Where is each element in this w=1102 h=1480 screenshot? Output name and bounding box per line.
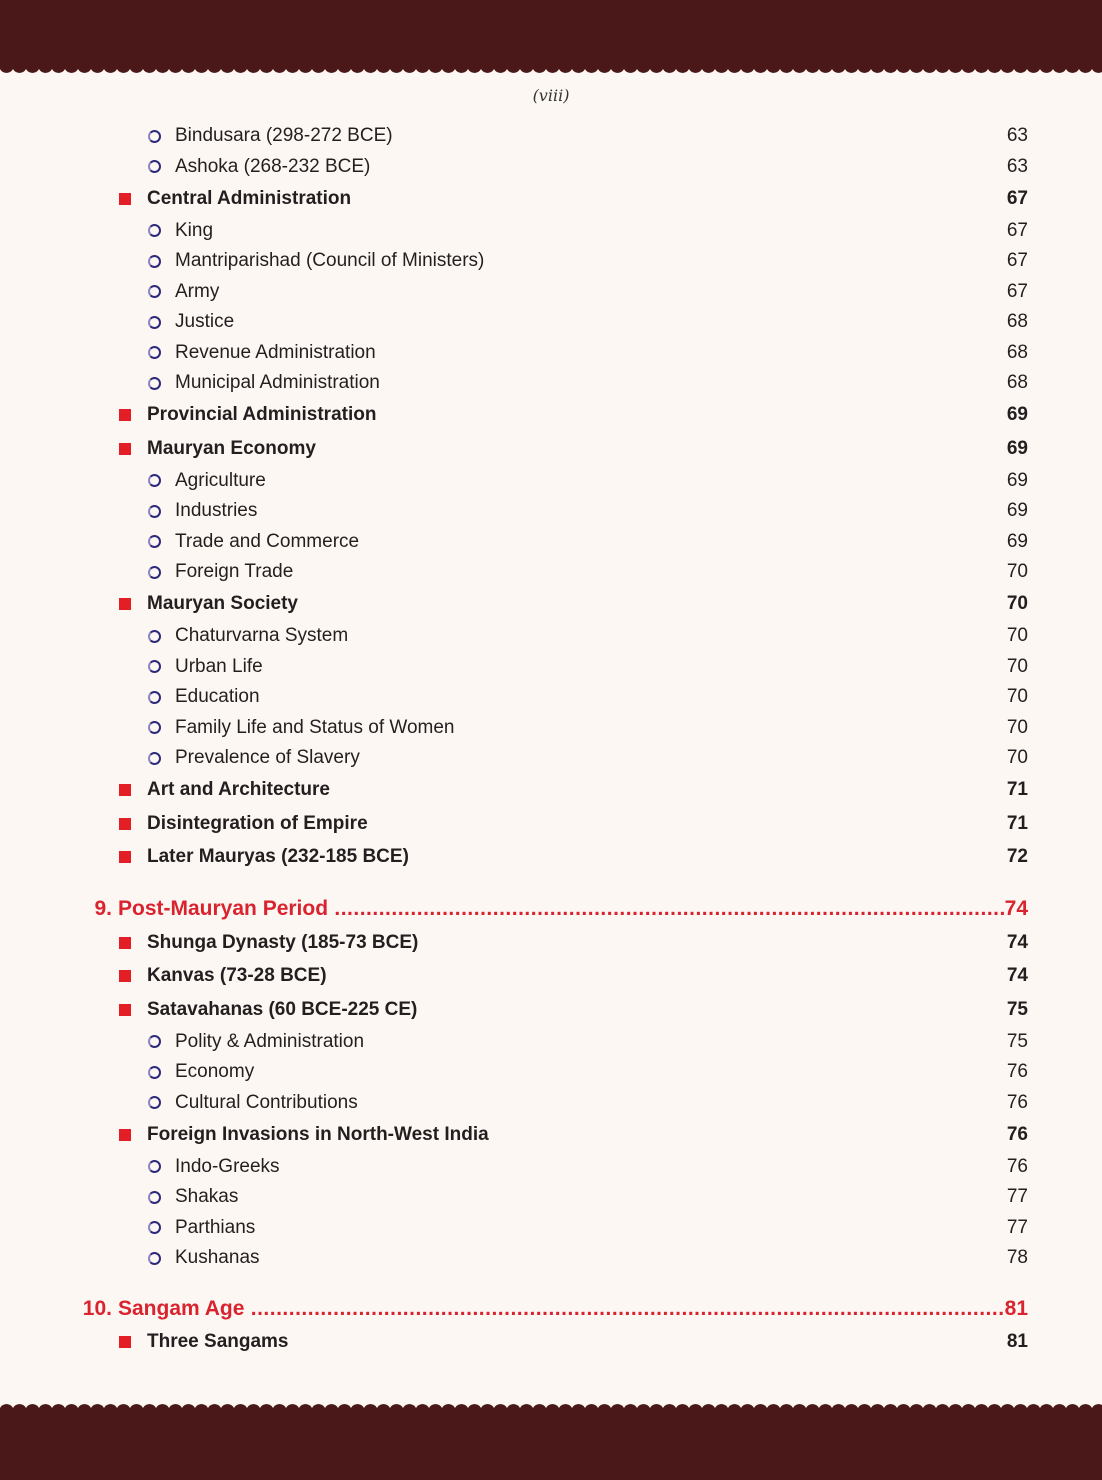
chapter-number: 10.	[82, 1296, 112, 1320]
hollow-circle-bullet-icon	[148, 630, 161, 643]
toc-section-entry[interactable]	[0, 432, 1102, 466]
entry-page-number: 76	[1006, 1061, 1028, 1083]
hollow-circle-bullet-icon	[148, 535, 161, 548]
entry-page-number: 63	[1006, 125, 1028, 147]
toc-section-entry[interactable]	[0, 588, 1102, 622]
hollow-circle-bullet-icon	[148, 130, 161, 143]
entry-title: Kanvas (73-28 BCE)	[147, 965, 327, 987]
entry-title: Urban Life	[175, 655, 263, 677]
entry-page-number: 72	[1006, 846, 1028, 868]
toc-sub-entry[interactable]	[0, 1027, 1102, 1058]
entry-title: Three Sangams	[147, 1331, 289, 1353]
entry-title: Foreign Invasions in North-West India	[147, 1123, 489, 1145]
entry-title: Prevalence of Slavery	[175, 747, 360, 769]
entry-page-number: 70	[1006, 747, 1028, 769]
hollow-circle-bullet-icon	[148, 1035, 161, 1048]
entry-title: Shunga Dynasty (185-73 BCE)	[147, 931, 419, 953]
entry-page-number: 70	[1006, 655, 1028, 677]
toc-sub-entry[interactable]	[0, 338, 1102, 369]
red-square-bullet-icon	[119, 443, 131, 455]
toc-sub-entry[interactable]	[0, 557, 1102, 588]
entry-page-number: 71	[1006, 779, 1028, 801]
hollow-circle-bullet-icon	[148, 1191, 161, 1204]
hollow-circle-bullet-icon	[148, 660, 161, 673]
entry-title: Municipal Administration	[175, 372, 380, 394]
hollow-circle-bullet-icon	[148, 474, 161, 487]
entry-page-number: 69	[1006, 469, 1028, 491]
entry-title: Trade and Commerce	[175, 530, 360, 552]
entry-title: Mantriparishad (Council of Ministers)	[175, 250, 485, 272]
red-square-bullet-icon	[119, 1336, 131, 1348]
toc-sub-entry[interactable]	[0, 1152, 1102, 1183]
toc-sub-entry[interactable]	[0, 652, 1102, 683]
entry-title: Kushanas	[175, 1247, 260, 1269]
entry-page-number: 76	[1006, 1091, 1028, 1113]
hollow-circle-bullet-icon	[148, 285, 161, 298]
red-square-bullet-icon	[119, 409, 131, 421]
toc-sub-entry[interactable]	[0, 246, 1102, 277]
entry-page-number: 68	[1006, 341, 1028, 363]
hollow-circle-bullet-icon	[148, 1160, 161, 1173]
hollow-circle-bullet-icon	[148, 316, 161, 329]
toc-section-entry[interactable]	[0, 182, 1102, 216]
entry-title: Central Administration	[147, 187, 352, 209]
entry-page-number: 69	[1006, 404, 1028, 426]
hollow-circle-bullet-icon	[148, 505, 161, 518]
entry-page-number: 74	[1004, 897, 1028, 920]
red-square-bullet-icon	[119, 851, 131, 863]
entry-title: Mauryan Economy	[147, 437, 316, 459]
entry-title: Polity & Administration	[175, 1030, 365, 1052]
entry-page-number: 81	[1006, 1331, 1028, 1353]
hollow-circle-bullet-icon	[148, 224, 161, 237]
entry-title: Indo-Greeks	[175, 1155, 280, 1177]
toc-sub-entry[interactable]	[0, 277, 1102, 308]
toc-section-entry[interactable]	[0, 1326, 1102, 1360]
hollow-circle-bullet-icon	[148, 255, 161, 268]
entry-page-number: 74	[1006, 931, 1028, 953]
toc-sub-entry[interactable]	[0, 1057, 1102, 1088]
entry-title: Foreign Trade	[175, 561, 294, 583]
toc-section-entry[interactable]	[0, 774, 1102, 808]
hollow-circle-bullet-icon	[148, 1221, 161, 1234]
entry-title: Provincial Administration	[147, 404, 377, 426]
toc-sub-entry[interactable]	[0, 121, 1102, 152]
red-square-bullet-icon	[119, 970, 131, 982]
hollow-circle-bullet-icon	[148, 1096, 161, 1109]
red-square-bullet-icon	[119, 193, 131, 205]
toc-sub-entry[interactable]	[0, 1243, 1102, 1274]
entry-title: Parthians	[175, 1216, 256, 1238]
table-of-contents	[0, 121, 1102, 1359]
entry-page-number: 63	[1006, 155, 1028, 177]
hollow-circle-bullet-icon	[148, 160, 161, 173]
toc-section-entry[interactable]	[0, 841, 1102, 875]
entry-page-number: 70	[1006, 625, 1028, 647]
toc-sub-entry[interactable]	[0, 466, 1102, 497]
entry-page-number: 69	[1006, 500, 1028, 522]
hollow-circle-bullet-icon	[148, 1066, 161, 1079]
toc-chapter-entry[interactable]	[0, 892, 1102, 926]
entry-page-number: 70	[1006, 716, 1028, 738]
entry-title: Cultural Contributions	[175, 1091, 358, 1113]
entry-page-number: 67	[1006, 219, 1028, 241]
entry-title: Family Life and Status of Women	[175, 716, 455, 738]
toc-sub-entry[interactable]	[0, 216, 1102, 247]
toc-sub-entry[interactable]	[0, 743, 1102, 774]
entry-page-number: 77	[1006, 1216, 1028, 1238]
toc-section-entry[interactable]	[0, 1118, 1102, 1152]
toc-sub-entry[interactable]	[0, 496, 1102, 527]
top-border-band	[0, 0, 1102, 68]
entry-title: Art and Architecture	[147, 779, 330, 801]
toc-section-entry[interactable]	[0, 960, 1102, 994]
entry-page-number: 69	[1006, 530, 1028, 552]
entry-page-number: 70	[1006, 561, 1028, 583]
entry-page-number: 81	[1004, 1296, 1028, 1320]
toc-sub-entry[interactable]	[0, 621, 1102, 652]
entry-title: Industries	[175, 500, 258, 522]
bottom-scalloped-edge	[0, 1402, 1102, 1410]
entry-page-number: 67	[1006, 250, 1028, 272]
entry-title: Economy	[175, 1061, 255, 1083]
entry-page-number: 67	[1006, 187, 1028, 209]
entry-title: Shakas	[175, 1186, 239, 1208]
toc-sub-entry[interactable]	[0, 713, 1102, 744]
entry-title: Post-Mauryan Period .....	[118, 897, 1004, 921]
toc-sub-entry[interactable]	[0, 152, 1102, 183]
entry-page-number: 71	[1006, 812, 1028, 834]
red-square-bullet-icon	[119, 598, 131, 610]
entry-title: Education	[175, 686, 260, 708]
entry-title: Mauryan Society	[147, 593, 298, 615]
page-number: (viii)	[532, 86, 570, 105]
entry-title: King	[175, 219, 214, 241]
toc-sub-entry[interactable]	[0, 307, 1102, 338]
chapter-number: 9.	[94, 897, 112, 920]
entry-title: Agriculture	[175, 469, 266, 491]
toc-section-entry[interactable]	[0, 993, 1102, 1027]
hollow-circle-bullet-icon	[148, 752, 161, 765]
entry-page-number: 77	[1006, 1186, 1028, 1208]
entry-page-number: 69	[1006, 437, 1028, 459]
entry-page-number: 70	[1006, 593, 1028, 615]
entry-page-number: 76	[1006, 1123, 1028, 1145]
entry-page-number: 68	[1006, 372, 1028, 394]
hollow-circle-bullet-icon	[148, 1252, 161, 1265]
toc-sub-entry[interactable]	[0, 1182, 1102, 1213]
red-square-bullet-icon	[119, 784, 131, 796]
toc-sub-entry[interactable]	[0, 527, 1102, 558]
red-square-bullet-icon	[119, 937, 131, 949]
entry-title: Bindusara (298-272 BCE)	[175, 125, 393, 147]
red-square-bullet-icon	[119, 1129, 131, 1141]
top-scalloped-edge	[0, 67, 1102, 75]
hollow-circle-bullet-icon	[148, 721, 161, 734]
toc-section-entry[interactable]	[0, 926, 1102, 960]
entry-title: Sangam Age .....	[118, 1297, 1004, 1321]
toc-section-entry[interactable]	[0, 399, 1102, 433]
hollow-circle-bullet-icon	[148, 346, 161, 359]
toc-sub-entry[interactable]	[0, 1088, 1102, 1119]
red-square-bullet-icon	[119, 1004, 131, 1016]
entry-page-number: 67	[1006, 280, 1028, 302]
toc-section-entry[interactable]	[0, 807, 1102, 841]
hollow-circle-bullet-icon	[148, 566, 161, 579]
hollow-circle-bullet-icon	[148, 377, 161, 390]
entry-title: Revenue Administration	[175, 341, 376, 363]
entry-title: Justice	[175, 311, 235, 333]
entry-title: Disintegration of Empire	[147, 812, 368, 834]
entry-title: Satavahanas (60 BCE-225 CE)	[147, 998, 418, 1020]
toc-sub-entry[interactable]	[0, 368, 1102, 399]
entry-title: Chaturvarna System	[175, 625, 349, 647]
entry-title: Later Mauryas (232-185 BCE)	[147, 846, 409, 868]
entry-page-number: 75	[1006, 998, 1028, 1020]
entry-title: Ashoka (268-232 BCE)	[175, 155, 371, 177]
toc-chapter-entry[interactable]	[0, 1292, 1102, 1326]
entry-page-number: 75	[1006, 1030, 1028, 1052]
entry-page-number: 78	[1006, 1247, 1028, 1269]
red-square-bullet-icon	[119, 818, 131, 830]
entry-page-number: 70	[1006, 686, 1028, 708]
hollow-circle-bullet-icon	[148, 691, 161, 704]
toc-sub-entry[interactable]	[0, 1213, 1102, 1244]
entry-title: Army	[175, 280, 220, 302]
toc-sub-entry[interactable]	[0, 682, 1102, 713]
entry-page-number: 68	[1006, 311, 1028, 333]
entry-page-number: 74	[1006, 965, 1028, 987]
bottom-border-band	[0, 1410, 1102, 1480]
entry-page-number: 76	[1006, 1155, 1028, 1177]
